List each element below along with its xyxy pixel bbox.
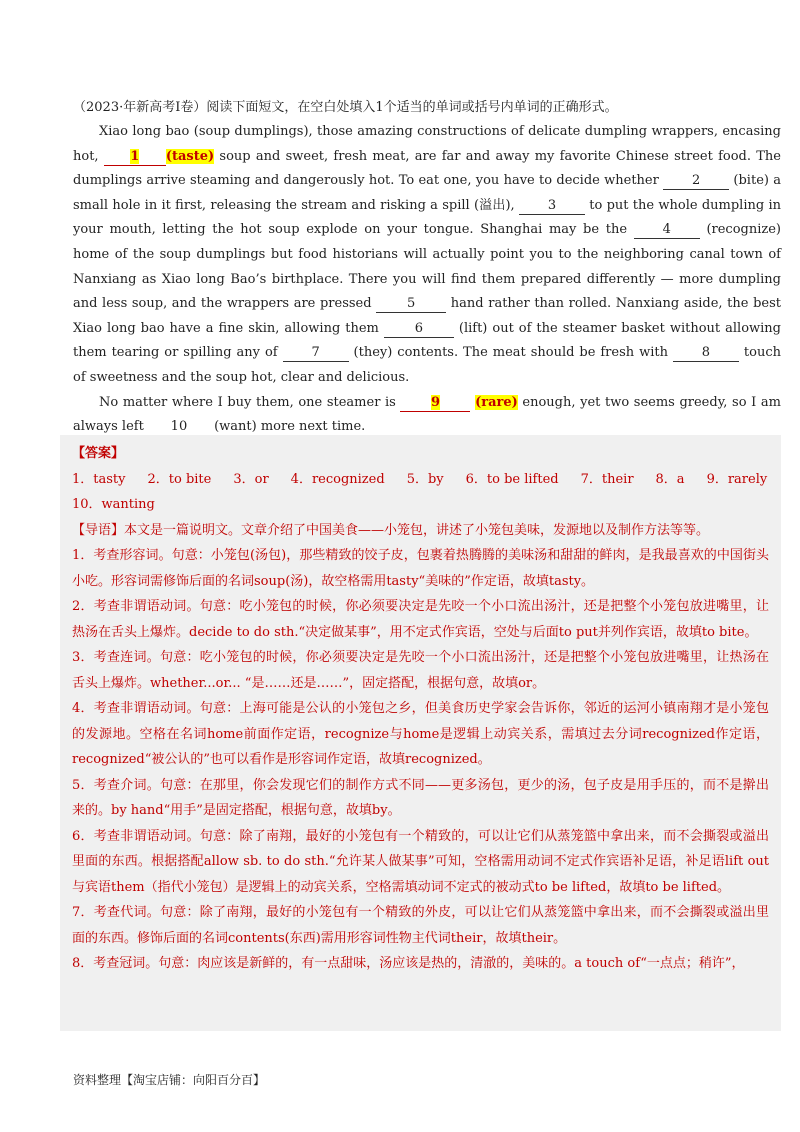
- passage-paragraph-1: [73, 120, 781, 391]
- blank-8: 8: [673, 345, 739, 362]
- blank-5: 5: [376, 296, 446, 313]
- answer-item: 8．a: [655, 471, 685, 487]
- answer-item: 5．by: [406, 471, 444, 487]
- blank-7: 7: [283, 345, 349, 362]
- blank-2: 2: [663, 173, 729, 190]
- explanation-8: 8．考查冠词。句意：肉应该是新鲜的，有一点甜味，汤应该是热的，清澈的，美味的。a touch of“一点点；稍许”，: [72, 956, 745, 971]
- answer-item: 6．to be lifted: [465, 471, 559, 487]
- blank-hint: (rare): [475, 394, 518, 410]
- passage-text: touch of sweetness and the soup hot, clear and delicious.: [73, 345, 781, 385]
- answer-list: [72, 467, 769, 493]
- blank-9: [400, 395, 470, 412]
- explanation-5: 5．考查介词。句意：在那里，你会发现它们的制作方式不同——更多汤包，更少的汤，包子皮是用手压的，而不是擀出来的。by hand“用手”是固定搭配，根据句意，故填by。: [72, 777, 769, 818]
- explanation-7: 7．考查代词。句意：除了南翔，最好的小笼包有一个精致的外皮，可以让它们从蒸笼篮中拿出来，而不会撕裂或溢出里面的东西。修饰后面的名词contents(东西)需用形容词性物主代词their，故填their。: [72, 905, 769, 946]
- answer-item: 4．recognized: [290, 471, 385, 487]
- answer-item-10: 10．wanting: [72, 497, 155, 512]
- passage-text: enough, yet two seems greedy, so I am always left: [73, 394, 781, 435]
- blank-1: [104, 149, 166, 166]
- answer-item: 9．rarely: [706, 471, 768, 487]
- footer-source: 资料整理【淘宝店铺：向阳百分百】: [73, 1073, 266, 1087]
- explanation-4: 4．考查非谓语动词。句意：上海可能是公认的小笼包之乡，但美食历史学家会告诉你，邻近的运河小镇南翔才是小笼包的发源地。空格在名词home前面作定语，recognize与home是逻辑上动宾关系，需填过去分词recognized作定语，recognized“被公认的”也可以看作是形容词作定语，故填recognized。: [72, 701, 769, 767]
- blank-number: 9: [430, 394, 440, 410]
- passage: [73, 120, 781, 440]
- blank-3: 3: [519, 198, 585, 215]
- answer-item: 3．or: [233, 471, 269, 487]
- explanation-3: 3．考查连词。句意：吃小笼包的时候，你必须要决定是先咬一个小口流出汤汁，还是把整个小笼包放进嘴里，让热汤在舌头上爆炸。whether...or... “是……还是……”，固定搭配，根据句意，故填or。: [72, 650, 769, 691]
- passage-text: hand rather than rolled. Nanxiang aside, the best Xiao long bao have a fine skin, allowing them: [73, 296, 781, 336]
- passage-text: soup and sweet, fresh meat, are far and away my favorite Chinese street food. The dumplings arrive steaming and dangerously hot. To eat one, you have to decide whether: [73, 148, 781, 189]
- blank-6: 6: [384, 321, 454, 338]
- passage-text: (recognize) home of the soup dumplings but food historians will actually point you to the neighboring canal town of Nanxiang as Xiao long Bao’s birthplace. There you will find them prepared differently — more dumpling and less soup, and the wrappers are pressed: [73, 222, 781, 312]
- passage-text: (they) contents. The meat should be fresh with: [348, 345, 673, 361]
- passage-text: (want) more next time.: [209, 419, 366, 435]
- answer-heading: 【答案】: [72, 446, 125, 461]
- blank-hint: (taste): [165, 148, 215, 164]
- blank-10: 10: [148, 419, 210, 436]
- answer-section: [60, 435, 781, 1031]
- exercise-instruction: （2023·年新高考I卷）阅读下面短文，在空白处填入1个适当的单词或括号内单词的正确形式。: [73, 100, 618, 115]
- answer-item: 2．to bite: [147, 471, 212, 487]
- explanation-6: 6．考查非谓语动词。句意：除了南翔，最好的小笼包有一个精致的，可以让它们从蒸笼篮中拿出来，而不会撕裂或溢出里面的东西。根据搭配allow sb. to do sth.“允许某人做某事”可知，空格需用动词不定式作宾语补足语，补足语lift out与宾语them（指代小笼包）是逻辑上的动宾关系，空格需填动词不定式的被动式to be lifted，故填to be lifted。: [72, 828, 769, 895]
- explanation-2: 2．考查非谓语动词。句意：吃小笼包的时候，你必须要决定是先咬一个小口流出汤汁，还是把整个小笼包放进嘴里，让热汤在舌头上爆炸。decide to do sth.“决定做某事”，用不定式作宾语，空处与后面to put并列作宾语，故填to bite。: [72, 599, 769, 640]
- passage-text: (lift) out of the steamer basket without allowing them tearing or spilling any of: [73, 320, 781, 361]
- passage-text: No matter where I buy them, one steamer is: [99, 394, 401, 410]
- guide-text: 【导语】本文是一篇说明文。文章介绍了中国美食——小笼包，讲述了小笼包美味，发源地以及制作方法等等。: [72, 522, 710, 538]
- passage-paragraph-2: [73, 391, 781, 440]
- document-page: [73, 96, 781, 440]
- passage-text: Xiao long bao (soup dumplings), those amazing constructions of delicate dumpling wrappers, encasing hot,: [73, 124, 781, 164]
- explanation-1: 1．考查形容词。句意：小笼包(汤包)，那些精致的饺子皮，包裹着热腾腾的美味汤和甜甜的鲜肉，是我最喜欢的中国街头小吃。形容词需修饰后面的名词soup(汤)，故空格需用tasty“美味的”作定语，故填tasty。: [72, 548, 769, 589]
- answer-item: 7．their: [580, 471, 634, 487]
- passage-text: to put the whole dumpling in your mouth, letting the hot soup explode on your tongue. Shanghai may be the: [73, 197, 781, 238]
- passage-text: (bite) a small hole in it first, releasing the stream and risking a spill (溢出),: [73, 173, 781, 213]
- blank-number: 1: [130, 148, 140, 164]
- answer-item: 1．tasty: [72, 471, 126, 487]
- blank-4: 4: [634, 222, 700, 239]
